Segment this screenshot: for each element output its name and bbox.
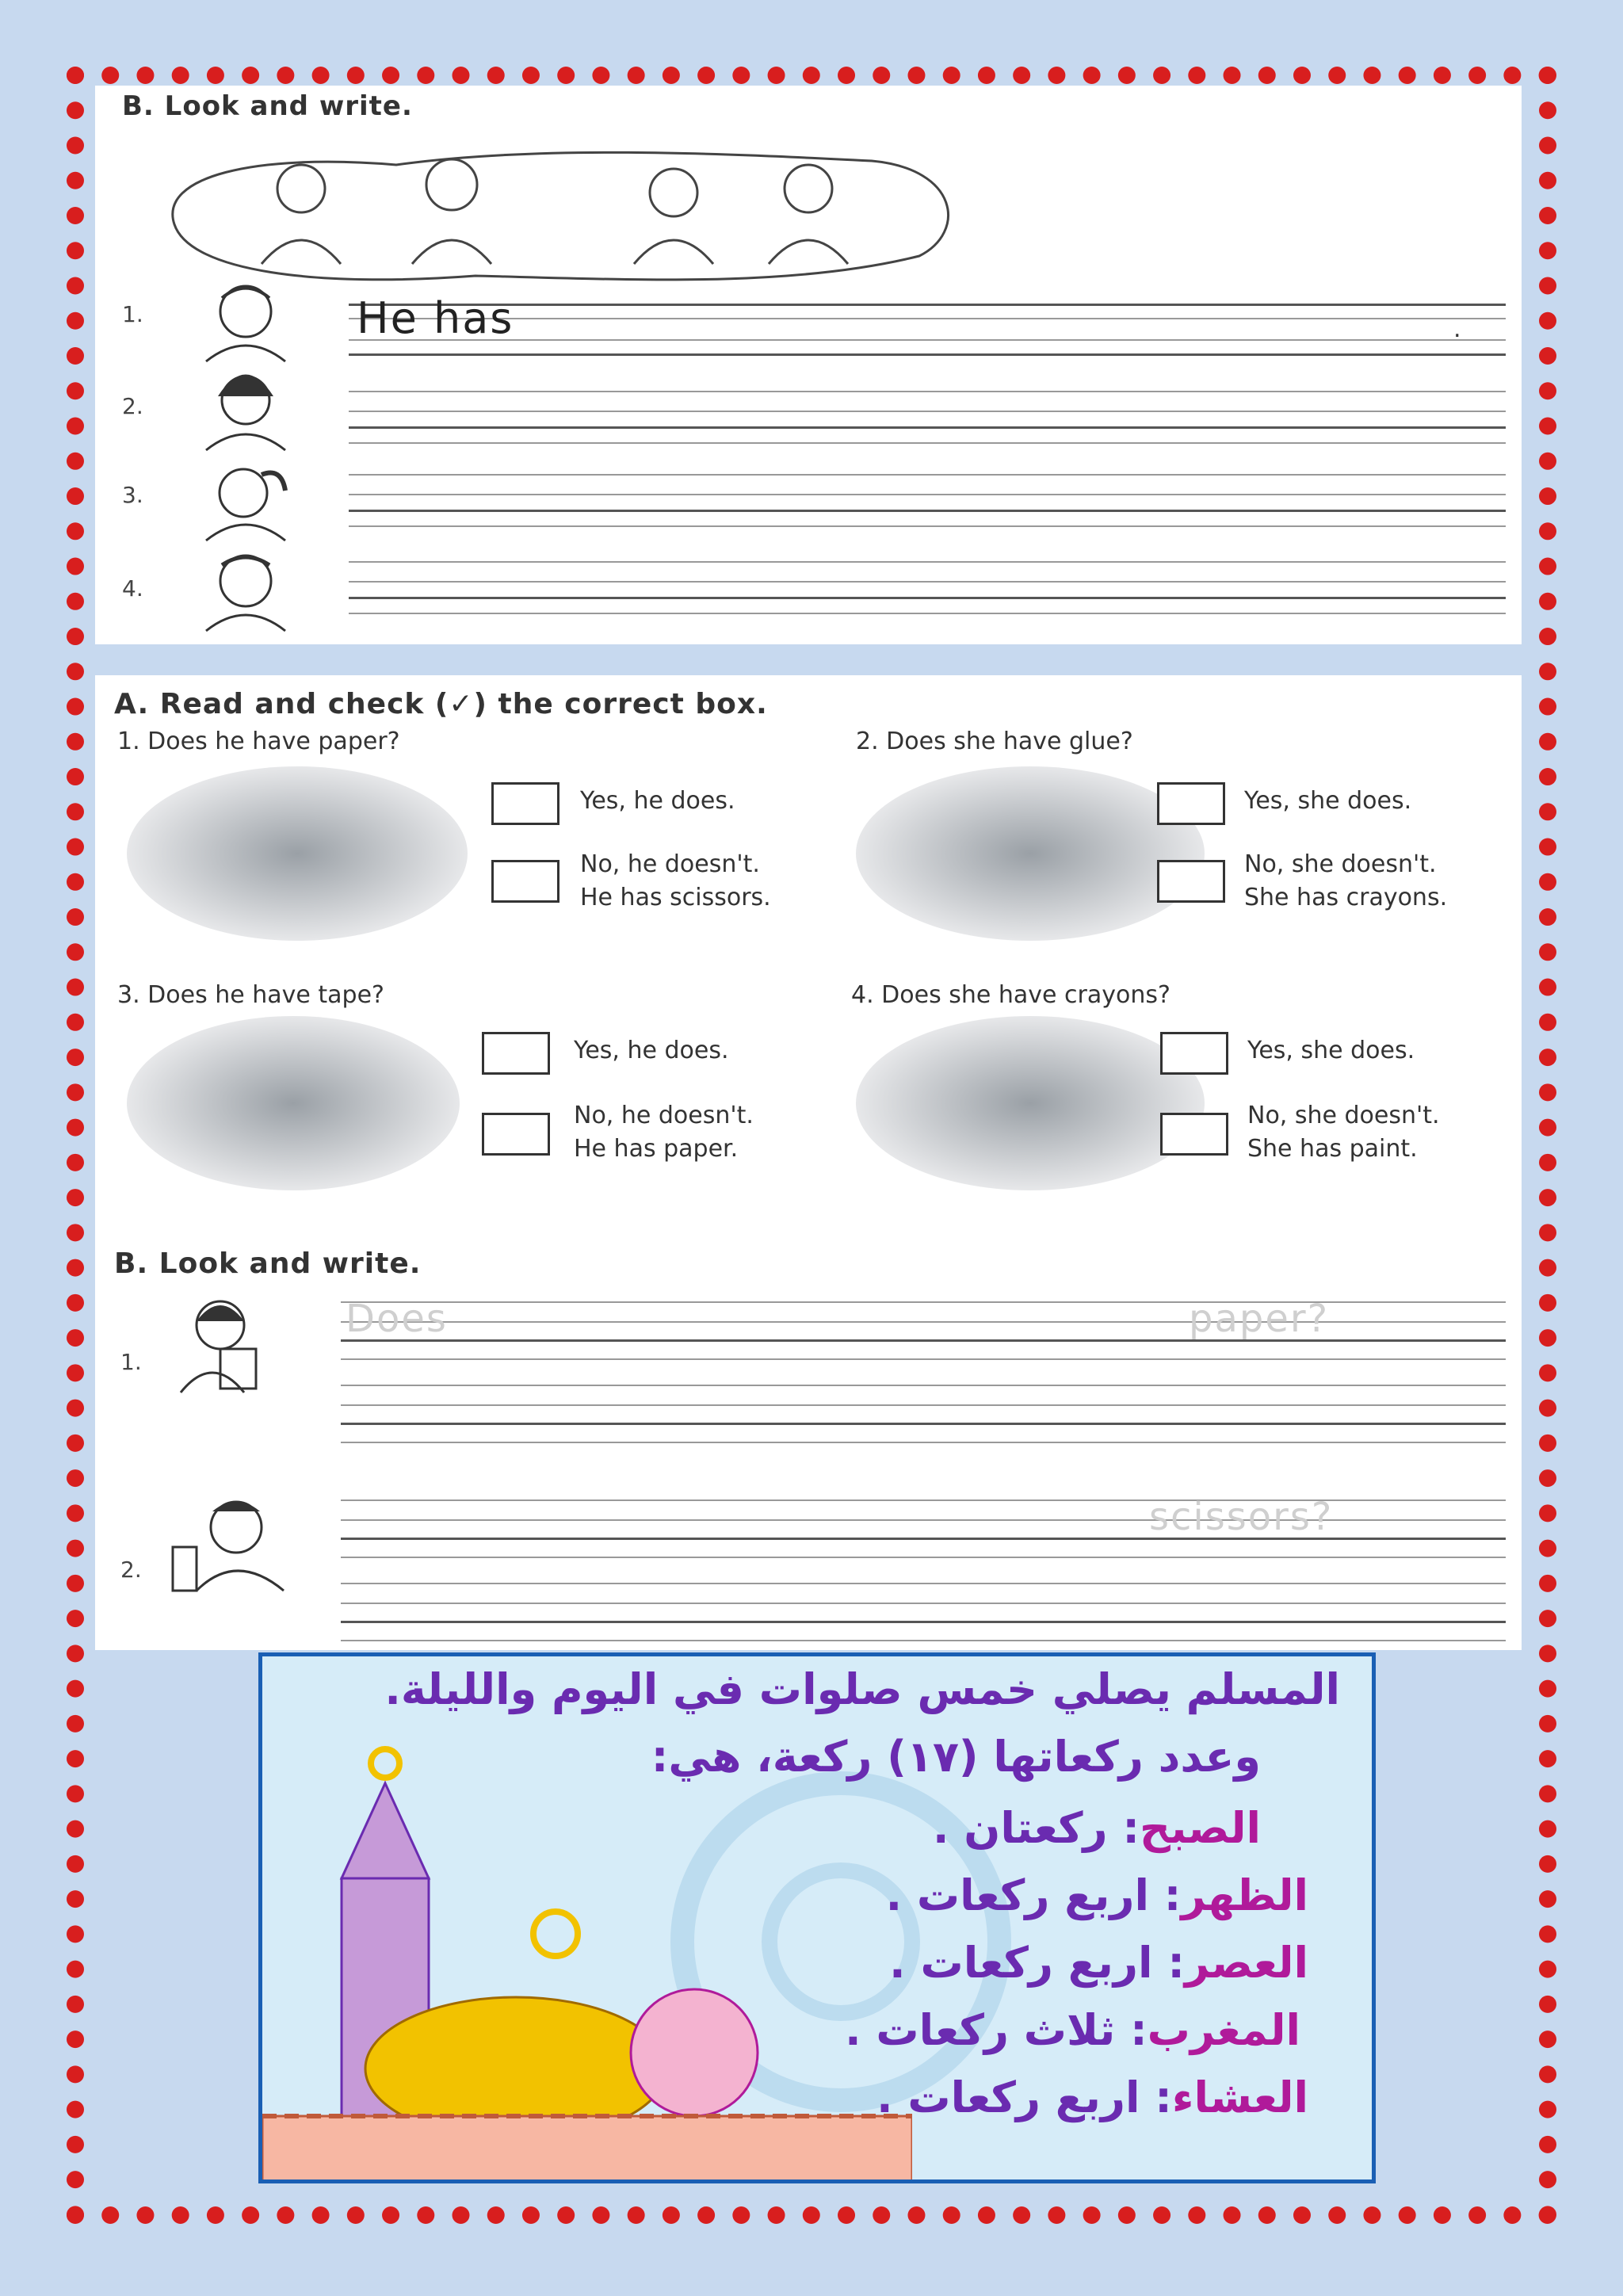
option-yes: Yes, she does.	[1244, 787, 1412, 815]
writing-line[interactable]	[349, 391, 1506, 392]
writing-line[interactable]	[341, 1301, 1506, 1303]
question-1: 1. Does he have paper?	[117, 728, 400, 755]
trace-word: paper?	[1189, 1297, 1330, 1341]
trace-word: Does	[346, 1297, 448, 1341]
illustration-girl-glue	[856, 766, 1205, 941]
section-heading: B. Look and write.	[122, 90, 413, 122]
checkbox-yes[interactable]	[491, 782, 559, 825]
option-no: No, she doesn't. She has crayons.	[1244, 850, 1448, 911]
prayer-rakaat: : ركعتان .	[932, 1803, 1140, 1853]
item-number: 3.	[122, 482, 143, 508]
writing-line[interactable]	[349, 304, 1506, 306]
item-number: 1.	[122, 301, 143, 327]
section-heading: A. Read and check (✓) the correct box.	[114, 688, 768, 720]
prayer-asr	[889, 1938, 1308, 1988]
prayer-name: العشاء	[1171, 2073, 1308, 2122]
boy-face-icon	[194, 545, 297, 632]
mosque-illustration	[262, 1736, 912, 2183]
checkbox-yes[interactable]	[1157, 782, 1225, 825]
boy-with-glue-icon	[165, 1492, 292, 1595]
prayer-info-box	[258, 1652, 1376, 2183]
checkbox-yes[interactable]	[482, 1032, 550, 1075]
classroom-illustration	[158, 129, 967, 288]
question-4: 4. Does she have crayons?	[851, 981, 1170, 1009]
look-and-write-top-panel	[95, 86, 1522, 644]
option-yes: Yes, he does.	[580, 787, 735, 815]
checkbox-no[interactable]	[491, 860, 559, 903]
item-number: 1.	[120, 1349, 142, 1375]
section-heading: B. Look and write.	[114, 1247, 422, 1280]
read-and-check-panel	[95, 675, 1522, 1650]
boy-face-icon	[194, 276, 297, 363]
end-period: .	[1453, 315, 1461, 343]
checkbox-yes[interactable]	[1160, 1032, 1228, 1075]
option-no: No, he doesn't. He has paper.	[574, 1102, 754, 1163]
item-number: 2.	[122, 393, 143, 419]
option-no: No, she doesn't. She has paint.	[1247, 1102, 1440, 1163]
option-no: No, he doesn't. He has scissors.	[580, 850, 771, 911]
girl-with-paper-icon	[165, 1293, 276, 1396]
illustration-girl-paint	[856, 1016, 1205, 1190]
prayer-name: الصبح	[1140, 1803, 1261, 1853]
question-2: 2. Does she have glue?	[856, 728, 1133, 755]
prayer-rakaat: : ثلاث ركعات .	[845, 2005, 1148, 2055]
illustration-boy-scissors	[127, 766, 468, 941]
girl-ponytail-face-icon	[194, 455, 297, 542]
checkbox-no[interactable]	[482, 1113, 550, 1156]
option-yes: Yes, she does.	[1247, 1037, 1415, 1064]
prayer-fajr	[933, 1803, 1261, 1853]
girl-face-icon	[194, 365, 297, 452]
illustration-boy-tape	[127, 1016, 460, 1190]
prayer-isha	[876, 2073, 1308, 2122]
checkbox-no[interactable]	[1160, 1113, 1228, 1156]
question-3: 3. Does he have tape?	[117, 981, 384, 1009]
prayer-rakaat: : اربع ركعات .	[885, 1870, 1182, 1920]
trace-word: scissors?	[1149, 1495, 1334, 1539]
checkbox-no[interactable]	[1157, 860, 1225, 903]
prayer-rakaat: : اربع ركعات .	[889, 1938, 1185, 1988]
prayer-rakaat: : اربع ركعات .	[876, 2073, 1172, 2122]
writing-line[interactable]	[349, 474, 1506, 476]
option-yes: Yes, he does.	[574, 1037, 729, 1064]
prayer-name: المغرب	[1147, 2005, 1300, 2055]
prayer-count-intro: وعدد ركعاتها (١٧) ركعة، هي:	[651, 1732, 1261, 1782]
prayer-dhuhr	[886, 1870, 1308, 1920]
prayer-name: الظهر	[1181, 1870, 1308, 1920]
item-number: 2.	[120, 1557, 142, 1583]
written-answer: He has	[357, 293, 514, 343]
writing-line[interactable]	[349, 561, 1506, 563]
prayer-name: العصر	[1184, 1938, 1308, 1988]
item-number: 4.	[122, 575, 143, 602]
prayer-intro: المسلم يصلي خمس صلوات في اليوم والليلة.	[384, 1664, 1340, 1714]
prayer-maghrib	[845, 2005, 1300, 2055]
